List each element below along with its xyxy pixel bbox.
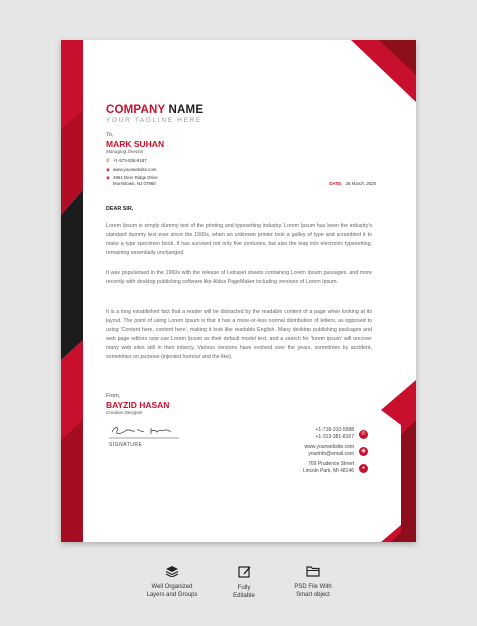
footer-address-line1: 769 Prudence Street bbox=[308, 461, 354, 467]
footer-address-line2: Lincoln Park, MI 48146 bbox=[302, 468, 354, 474]
location-icon: ● bbox=[359, 464, 368, 473]
feature-layers-line1: Well Organized bbox=[151, 584, 193, 590]
recipient-address-row bbox=[106, 175, 158, 187]
company-name-part2: NAME bbox=[168, 104, 204, 116]
date-value: 26 March, 2020 bbox=[345, 181, 376, 186]
feature-psd-line1: PSD File With bbox=[294, 584, 332, 590]
footer-web bbox=[305, 444, 354, 458]
recipient-address-line1: 4961 Deer Ridge Drive bbox=[113, 175, 158, 180]
globe-icon: ◉ bbox=[106, 167, 111, 172]
sender-name: BAYZID HASAN bbox=[106, 400, 170, 410]
recipient-phone-row bbox=[106, 158, 147, 164]
company-name bbox=[106, 104, 203, 116]
signature-image bbox=[107, 422, 182, 440]
feature-editable-line1: Fully bbox=[237, 585, 251, 591]
sender-role: Creative Designer bbox=[106, 410, 143, 415]
phone-icon: ✆ bbox=[359, 430, 368, 439]
letterhead-page bbox=[61, 40, 416, 542]
layers-icon bbox=[165, 565, 179, 577]
feature-layers-line2: Layers and Groups bbox=[146, 592, 198, 598]
footer-address bbox=[303, 461, 354, 475]
recipient-name: MARK SUHAN bbox=[106, 139, 165, 149]
to-label: To, bbox=[106, 132, 114, 138]
footer-phone-1: +1-718-310-5588 bbox=[315, 427, 354, 433]
feature-psd-line2: Smart object bbox=[296, 592, 330, 598]
footer-phone-2: +1-313-381-8167 bbox=[315, 434, 354, 440]
folder-icon bbox=[306, 565, 320, 577]
signature-label: SIGNATURE bbox=[109, 442, 143, 448]
recipient-phone: +1-573-536-9187 bbox=[112, 158, 147, 163]
body-paragraph-2: It was popularised in the 1960s with the release of Letraset sheets containing Lorem Ipsum passages, and more recently with desktop publishing software like Aldus PageMaker including versions of Lorem Ipsum. bbox=[106, 270, 372, 285]
globe-icon: ◉ bbox=[359, 447, 368, 456]
company-tagline: YOUR TAGLINE HERE bbox=[106, 117, 202, 124]
body-paragraph-1: Lorem Ipsum is simply dummy text of the printing and typesetting industry. Lorem Ipsum has been the industry's standard dummy text ever since the 1500s, when an unknown printer took a galley of type and scrambled it to make a type specimen book. It has survived not only five centuries, but also the leap into electronic typesetting, remaining essentially unchanged. bbox=[106, 223, 372, 256]
recipient-role: Managing Director bbox=[106, 149, 144, 154]
edit-icon bbox=[238, 565, 251, 578]
greeting: DEAR SIR, bbox=[106, 206, 134, 212]
phone-icon: ✆ bbox=[106, 158, 110, 163]
footer-website: www.yourwebsite.com bbox=[304, 444, 354, 450]
feature-psd bbox=[268, 565, 358, 599]
recipient-website: www.yourwebsite.com bbox=[113, 167, 157, 172]
recipient-address-line2: Morristown, NJ 07960 bbox=[113, 181, 156, 186]
body-paragraph-3: It is a long established fact that a reader will be distracted by the readable content of a page when looking at its layout. The point of using Lorem Ipsum is that it has a more-or-less normal distribution of letters, as opposed to using 'Content here, content here', making it look like readable English. Many desktop publishing packages and web page editors now use Lorem Ipsum as their default model text, and a search for 'lorem ipsum' will uncover many web sites still in their infancy. Various versions have evolved over the years, sometimes by accident, sometimes on purpose (injected humour and the like). bbox=[106, 309, 372, 360]
footer-phones bbox=[315, 427, 354, 441]
footer-email: yourinfo@email.com bbox=[308, 451, 354, 457]
recipient-website-row bbox=[106, 167, 156, 173]
location-icon: ◉ bbox=[106, 175, 111, 180]
company-name-part1: COMPANY bbox=[106, 104, 166, 116]
feature-editable-line2: Editable bbox=[233, 593, 255, 599]
date-label: DATE: bbox=[329, 181, 343, 186]
date bbox=[329, 181, 376, 186]
from-label: From, bbox=[106, 393, 121, 399]
